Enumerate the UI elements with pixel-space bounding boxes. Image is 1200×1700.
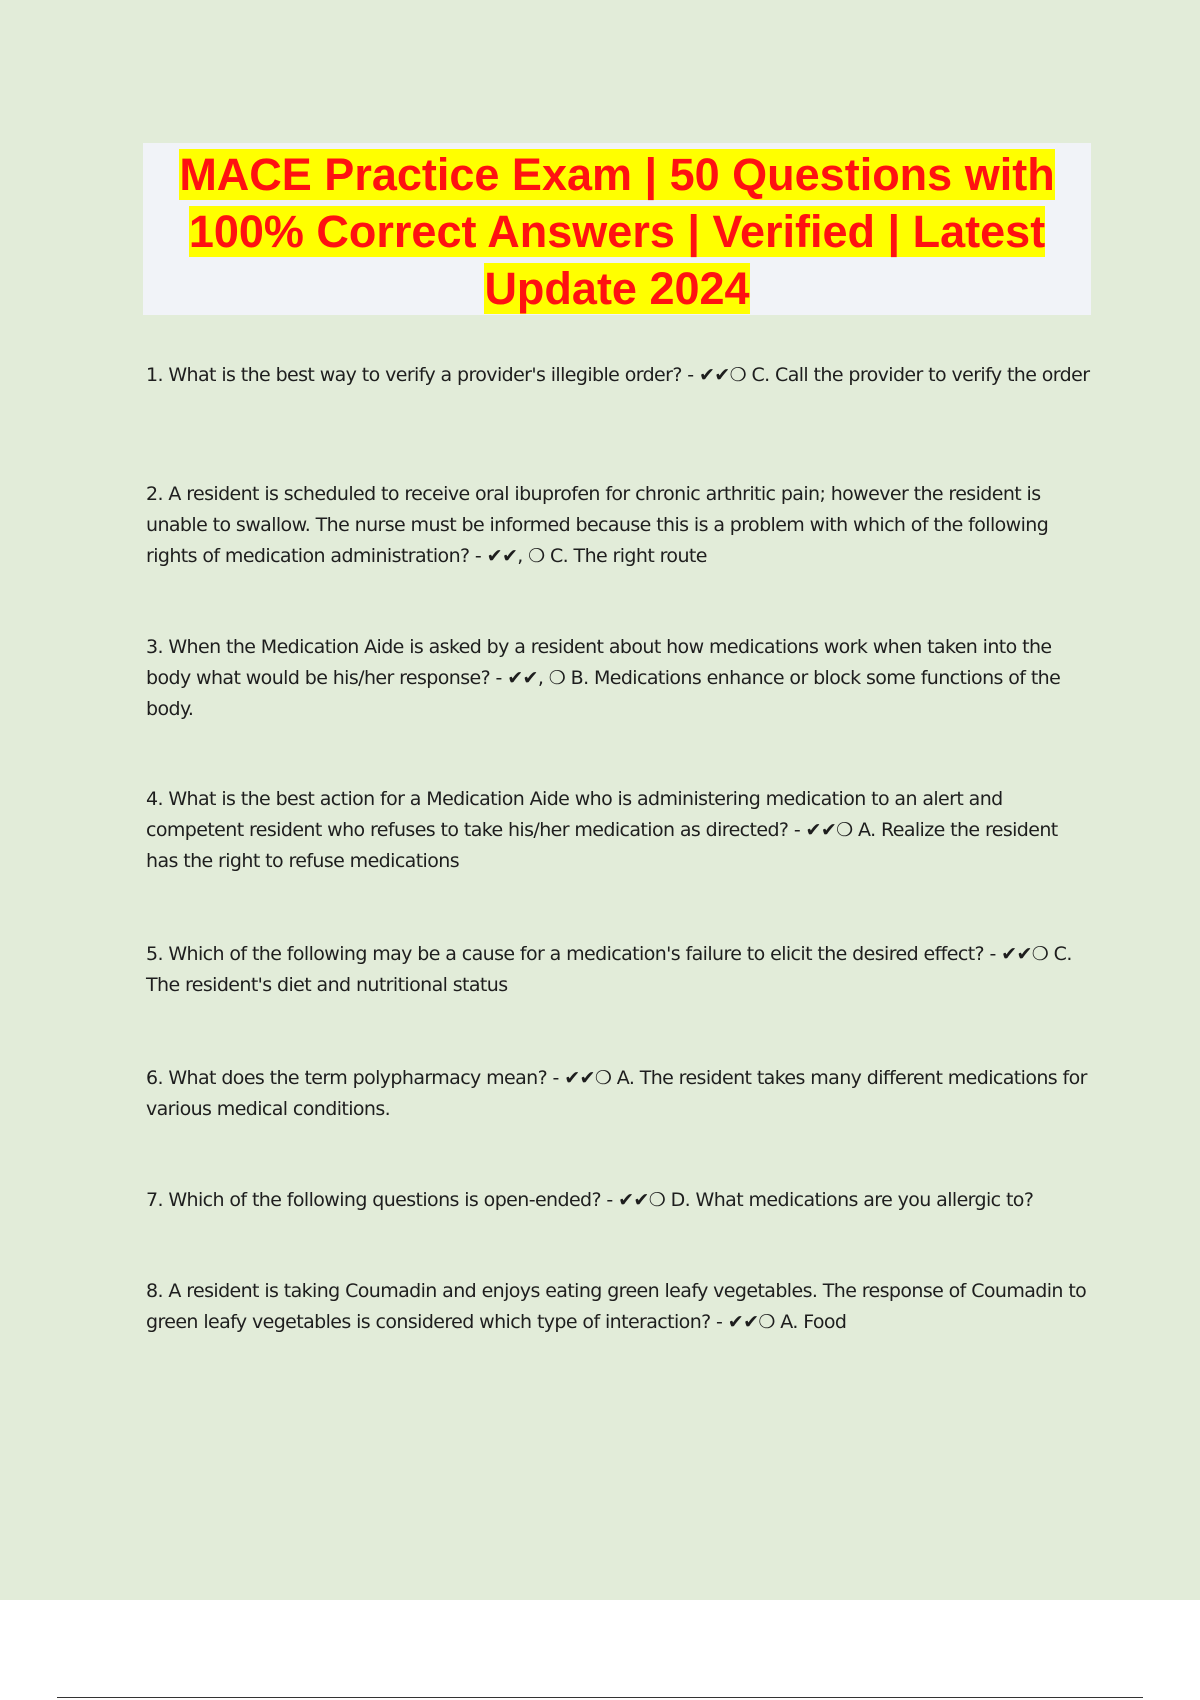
question-item-6: 6. What does the term polypharmacy mean? - ✔✔❍ A. The resident takes many different medications for various medical conditions. [146, 1067, 1087, 1120]
title-line-3: Update 2024 [484, 263, 750, 314]
footer-divider [57, 1697, 1143, 1698]
question-item-3: 3. When the Medication Aide is asked by a resident about how medications work when taken into the body what would be his/her response? - ✔✔, ❍ B. Medications enhance or block some functions of the body. [146, 636, 1061, 720]
question-item-5: 5. Which of the following may be a cause for a medication's failure to elicit the desired effect? - ✔✔❍ C. The resident's diet and nutritional status [146, 943, 1072, 996]
title-line-1: MACE Practice Exam | 50 Questions with [179, 149, 1055, 200]
question-item-8: 8. A resident is taking Coumadin and enjoys eating green leafy vegetables. The response of Coumadin to green leafy vegetables is considered which type of interaction? - ✔✔❍ A. Food [146, 1280, 1087, 1333]
title-block [143, 143, 1091, 315]
question-item-4: 4. What is the best action for a Medication Aide who is administering medication to an alert and competent resident who refuses to take his/her medication as directed? - ✔✔❍ A. Realize the resident has the right to refuse medications [146, 788, 1058, 872]
document-title [143, 143, 1091, 317]
question-item-1: 1. What is the best way to verify a provider's illegible order? - ✔✔❍ C. Call the provider to verify the order [146, 364, 1090, 386]
question-item-7: 7. Which of the following questions is open-ended? - ✔✔❍ D. What medications are you allergic to? [146, 1189, 1034, 1211]
question-item-2: 2. A resident is scheduled to receive oral ibuprofen for chronic arthritic pain; however the resident is unable to swallow. The nurse must be informed because this is a problem with which of the following rights of medication administration? - ✔✔, ❍ C. The right route [146, 483, 1049, 567]
title-line-2: 100% Correct Answers | Verified | Latest [188, 206, 1046, 257]
